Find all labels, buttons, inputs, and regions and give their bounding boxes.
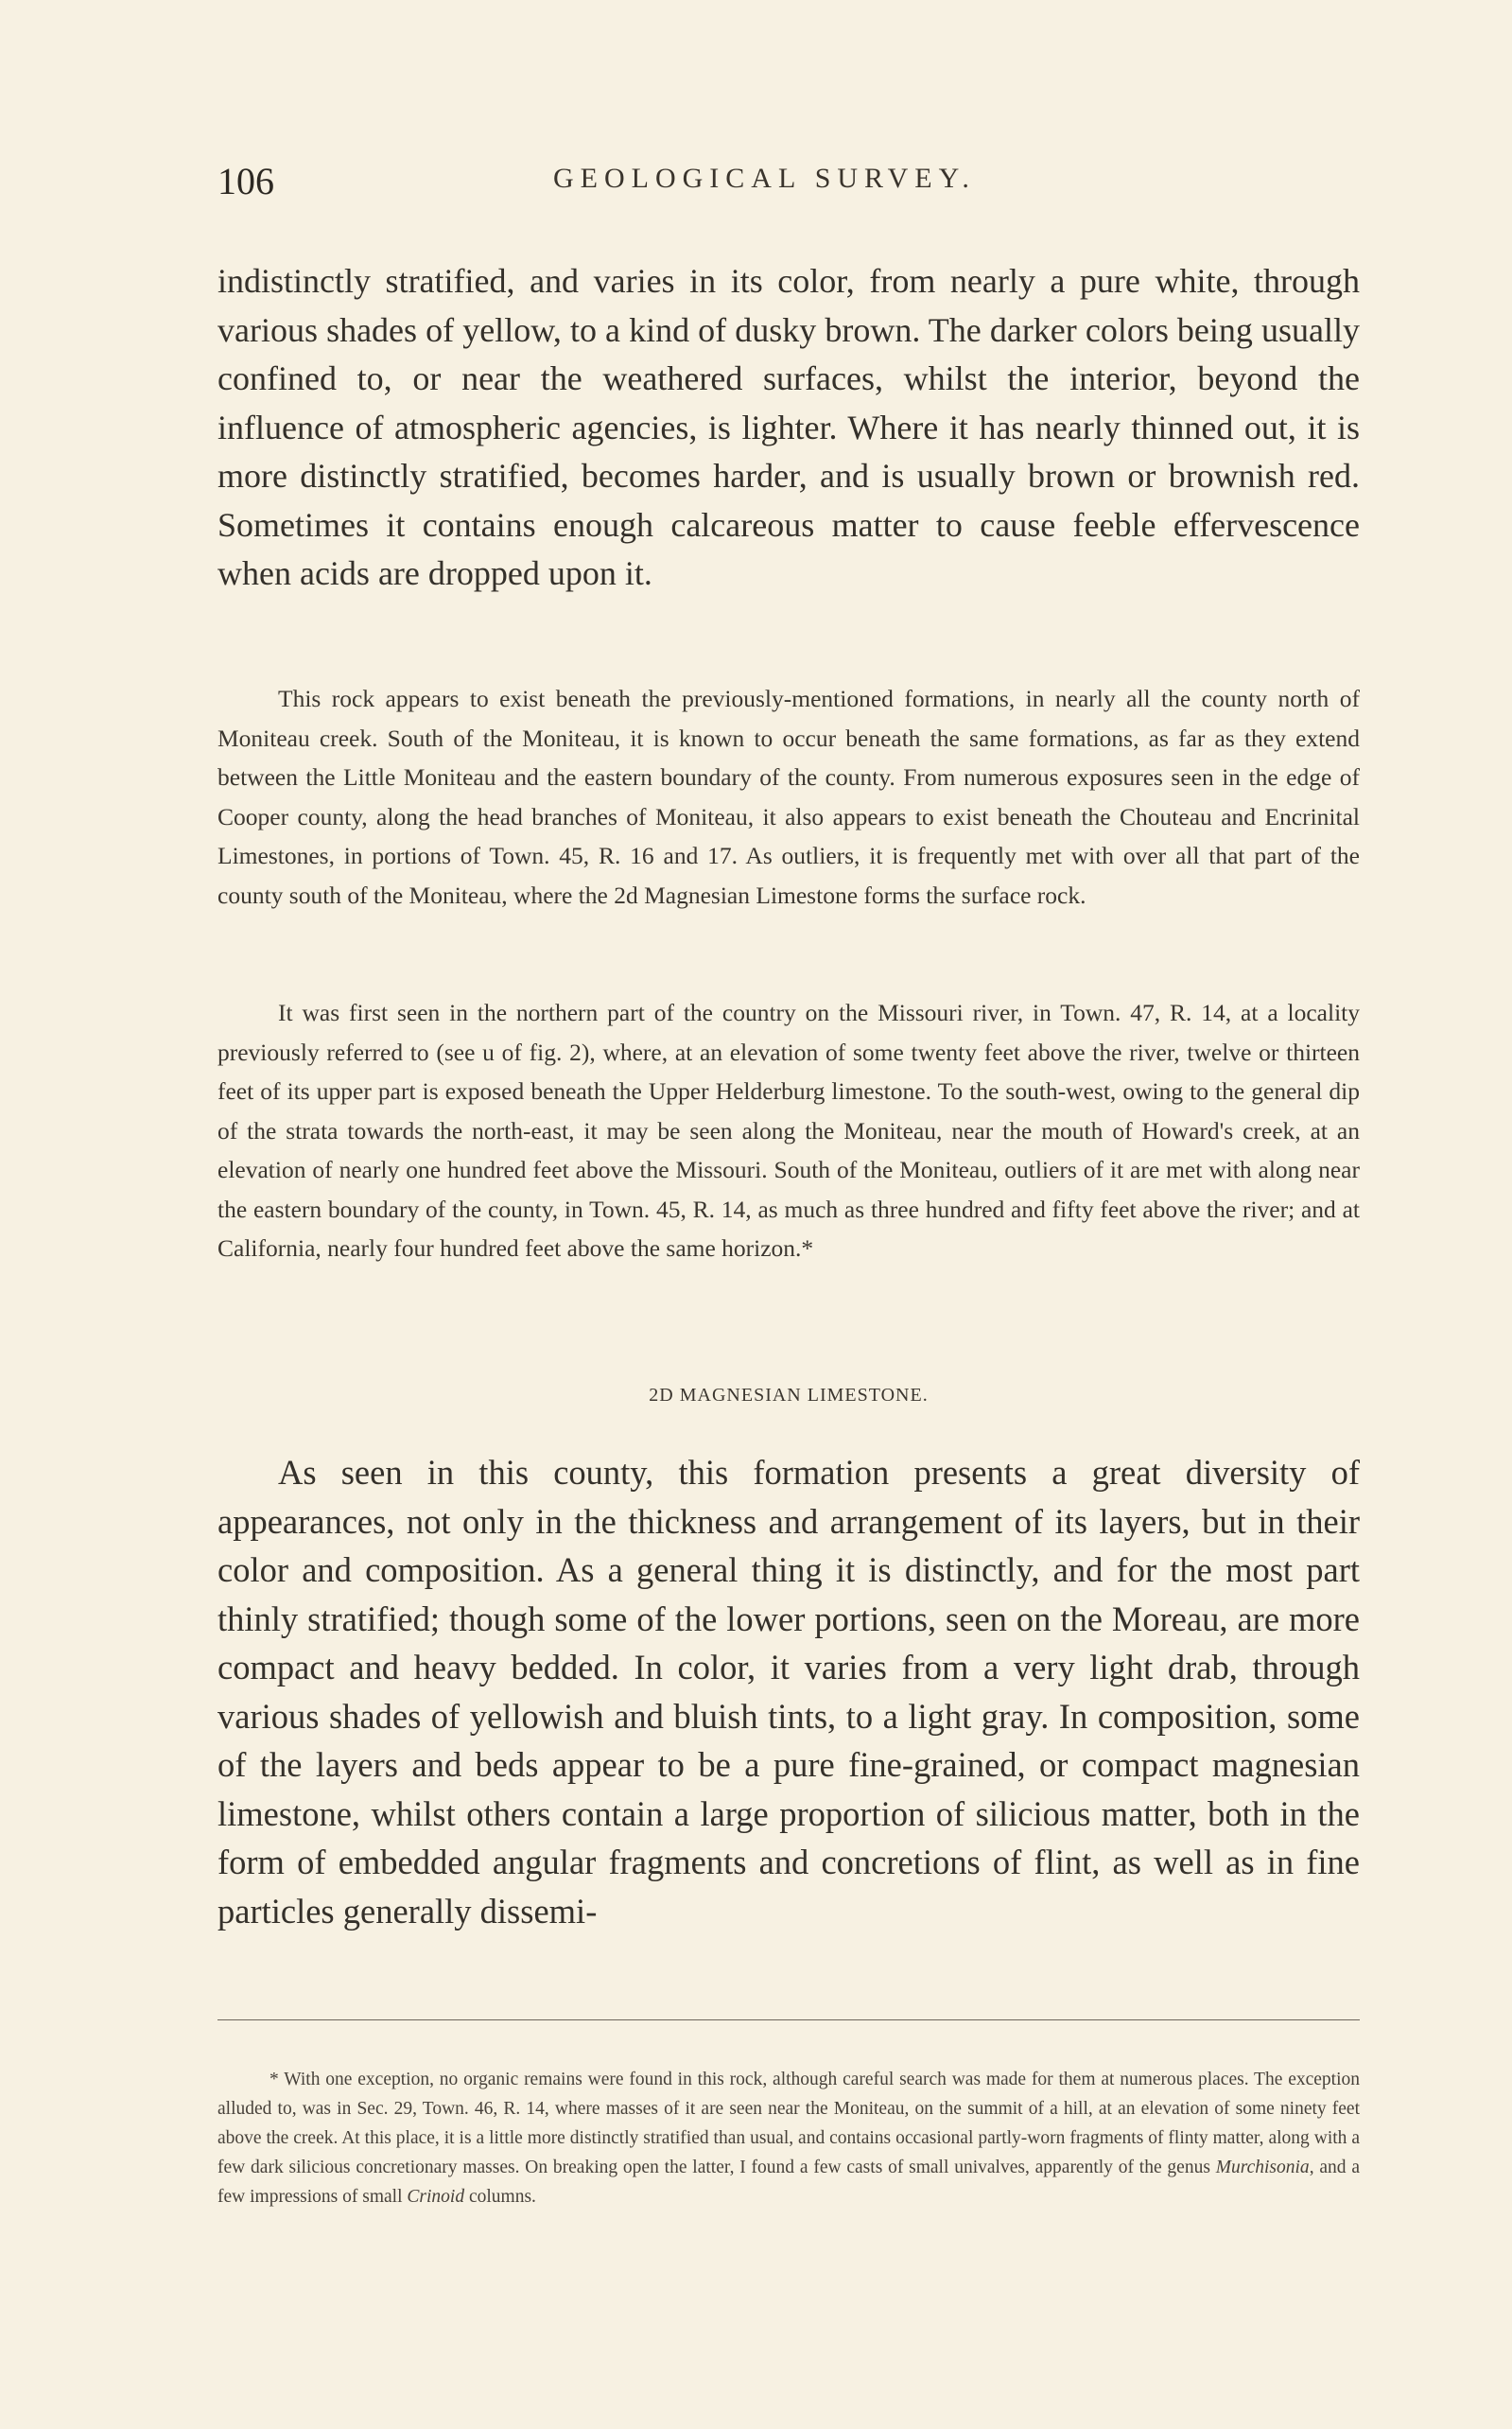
footnote-text-2: , and a few impressions of small [217,2158,1360,2207]
footnote-text-3: columns. [464,2187,536,2207]
footnote-crinoid-name: Crinoid [407,2187,465,2207]
running-head [217,159,1362,204]
footnote [217,2065,1360,2211]
running-title: GEOLOGICAL SURVEY. [553,163,976,194]
small-paragraph-1: This rock appears to exist beneath the previously-mentioned formations, in nearly all the county north of Moniteau creek. South of the Moniteau, it is known to occur beneath the same formations, as far as they extend between the Little Moniteau and the eastern boundary of the county. From numerous exposures seen in the edge of Cooper county, along the head branches of Moniteau, it also appears to exist beneath the Chouteau and Encrinital Limestones, in portions of Town. 45, R. 16 and 17. As outliers, it is frequently met with over all that part of the county south of the Moniteau, where the 2d Magnesian Limestone forms the surface rock. [217,685,1360,909]
footnote-divider [217,2019,1360,2020]
footnote-text-1: * With one exception, no organic remains were found in this rock, although careful search was made for them at numerous places. The exception alluded to, was in Sec. 29, Town. 46, R. 14, where masses of it are seen near the Moniteau, on the summit of a hill, at an elevation of some ninety feet above the creek. At this place, it is a little more distinctly stratified than usual, and contains occasional partly-worn fragments of flinty matter, along with a few dark silicious concretionary masses. On breaking open the latter, I found a few casts of small univalves, apparently of the genus [217,2070,1360,2177]
body-paragraph-2: As seen in this county, this formation presents a great diversity of appearances, not only in the thickness and arrangement of its layers, but in their color and composition. As a general thing it is distinctly, and for the most part thinly stratified; though some of the lower portions, seen on the Moreau, are more compact and heavy bedded. In color, it varies from a very light drab, through various shades of yellowish and bluish tints, to a light gray. In composition, some of the layers and beds appear to be a pure fine-grained, or compact magnesian limestone, whilst others contain a large proportion of silicious matter, both in the form of embedded angular fragments and concretions of flint, as well as in fine particles generally dissemi- [217,1453,1360,1931]
section-heading: 2D MAGNESIAN LIMESTONE. [649,1385,929,1406]
footnote-genus-name: Murchisonia [1215,2158,1310,2177]
small-paragraph-2: It was first seen in the northern part of the country on the Missouri river, in Town. 47, R. 14, at a locality previously referred to (see u of fig. 2), where, at an elevation of some twenty feet above the river, twelve or thirteen feet of its upper part is exposed beneath the Upper Helderburg limestone. To the south-west, owing to the general dip of the strata towards the north-east, it may be seen along the Moniteau, near the mouth of Howard's creek, at an elevation of nearly one hundred feet above the Missouri. South of the Moniteau, outliers of it are met with along near the eastern boundary of the county, in Town. 45, R. 14, as much as three hundred and fifty feet above the river; and at California, nearly four hundred feet above the same horizon.* [217,999,1360,1262]
page-number: 106 [217,160,274,202]
body-paragraph-1: indistinctly stratified, and varies in its color, from nearly a pure white, through various shades of yellow, to a kind of dusky brown. The darker colors being usually confined to, or near the weathered surfaces, whilst the interior, beyond the influence of atmospheric agencies, is lighter. Where it has nearly thinned out, it is more distinctly stratified, becomes harder, and is usually brown or brownish red. Sometimes it contains enough calcareous matter to cause feeble effervescence when acids are dropped upon it. [217,262,1360,592]
